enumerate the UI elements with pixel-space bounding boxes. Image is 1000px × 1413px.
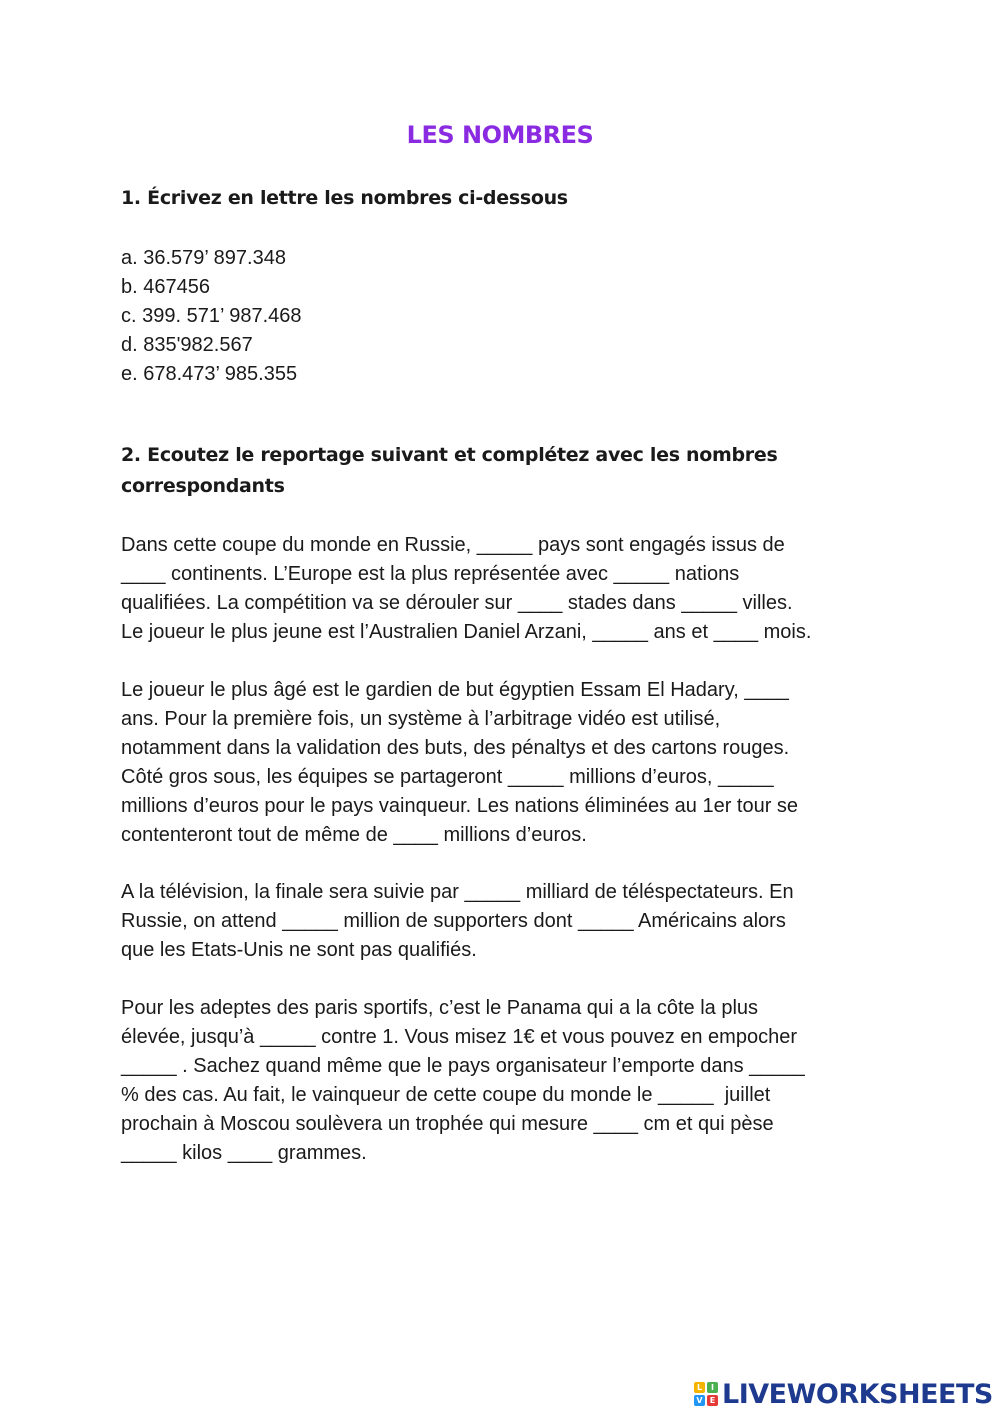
logo-tile: V — [694, 1395, 705, 1406]
text-line: Russie, on attend _____ million de supporters dont _____ Américains alors — [121, 910, 786, 932]
text-line: Le joueur le plus âgé est le gardien de but égyptien Essam El Hadary, ____ — [121, 679, 789, 701]
text-line: Pour les adeptes des paris sportifs, c’est le Panama qui a la côte la plus — [121, 997, 759, 1019]
text-line: élevée, jusqu’à _____ contre 1. Vous misez 1€ et vous pouvez en empocher — [121, 1026, 797, 1048]
list-item: a. 36.579’ 897.348 — [121, 247, 286, 269]
logo-text: LIVEWORKSHEETS — [722, 1378, 993, 1410]
list-item: e. 678.473’ 985.355 — [121, 363, 298, 385]
text-line: qualifiées. La compétition va se dérouler sur ____ stades dans _____ villes. — [121, 592, 793, 614]
numbers-list — [121, 244, 302, 389]
text-line: ans. Pour la première fois, un système à l’arbitrage vidéo est utilisé, — [121, 708, 721, 730]
text-line: % des cas. Au fait, le vainqueur de cette coupe du monde le _____ juillet — [121, 1084, 771, 1106]
page-title: LES NOMBRES — [406, 121, 594, 149]
text-line: Côté gros sous, les équipes se partageront _____ millions d’euros, _____ — [121, 766, 774, 788]
text-line: A la télévision, la finale sera suivie par _____ milliard de téléspectateurs. En — [121, 881, 794, 903]
text-line: Dans cette coupe du monde en Russie, _____ pays sont engagés issus de — [121, 534, 785, 556]
paragraph-2 — [121, 676, 901, 850]
text-line: ____ continents. L’Europe est la plus représentée avec _____ nations — [121, 563, 740, 585]
section-2-heading — [121, 440, 901, 502]
logo-tiles-icon — [694, 1382, 718, 1406]
text-line: _____ . Sachez quand même que le pays organisateur l’emporte dans _____ — [121, 1055, 805, 1077]
list-item: b. 467456 — [121, 276, 210, 298]
text-line: contenteront tout de même de ____ millions d’euros. — [121, 824, 587, 846]
paragraph-3 — [121, 878, 901, 965]
section-2-heading-line: 2. Ecoutez le reportage suivant et complétez avec les nombres — [121, 444, 778, 466]
liveworksheets-logo[interactable] — [694, 1376, 993, 1412]
section-2-heading-line: correspondants — [121, 475, 285, 497]
paragraph-1 — [121, 531, 901, 647]
text-line: millions d’euros pour le pays vainqueur. Les nations éliminées au 1er tour se — [121, 795, 799, 817]
text-line: prochain à Moscou soulèvera un trophée qui mesure ____ cm et qui pèse — [121, 1113, 774, 1135]
text-line: _____ kilos ____ grammes. — [121, 1142, 367, 1164]
list-item: c. 399. 571’ 987.468 — [121, 305, 302, 327]
text-line: Le joueur le plus jeune est l’Australien Daniel Arzani, _____ ans et ____ mois. — [121, 621, 812, 643]
list-item: d. 835'982.567 — [121, 334, 253, 356]
text-line: notamment dans la validation des buts, des pénaltys et des cartons rouges. — [121, 737, 790, 759]
logo-tile: I — [707, 1382, 718, 1393]
logo-tile: L — [694, 1382, 705, 1393]
text-line: que les Etats-Unis ne sont pas qualifiés. — [121, 939, 477, 961]
paragraph-4 — [121, 994, 901, 1168]
logo-tile: E — [707, 1395, 718, 1406]
section-1-heading: 1. Écrivez en lettre les nombres ci-dessous — [121, 187, 568, 209]
